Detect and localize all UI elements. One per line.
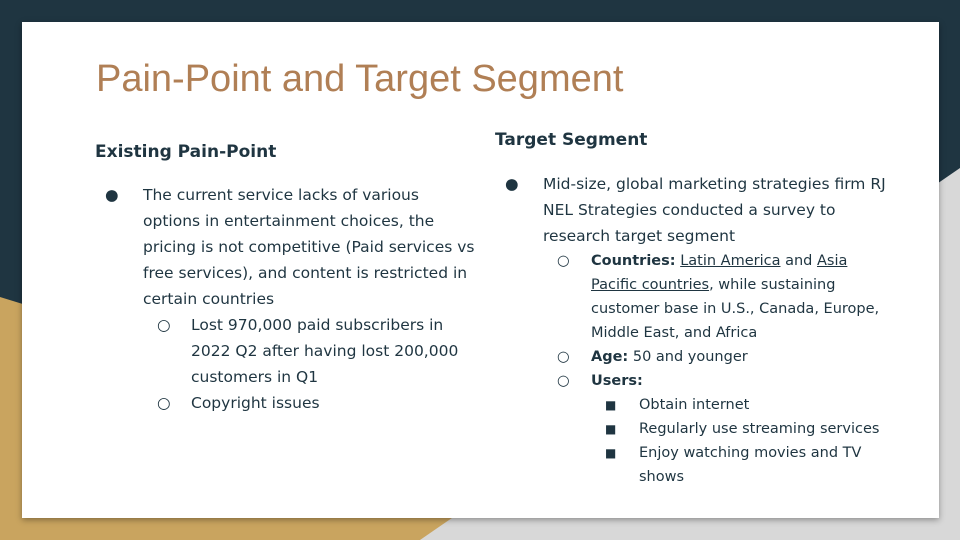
bullet-icon: ● bbox=[505, 175, 519, 193]
bullet-square-icon: ■ bbox=[605, 446, 617, 460]
latin-america-link[interactable]: Latin America bbox=[680, 253, 781, 269]
list-item bbox=[505, 417, 895, 441]
survey-text: Mid-size, global marketing strategies firm RJ NEL Strategies conducted a survey to research target segment bbox=[543, 175, 886, 245]
users-label: Users: bbox=[591, 373, 643, 389]
users-item-streaming: Regularly use streaming services bbox=[639, 421, 880, 437]
list-item bbox=[505, 249, 895, 345]
asia-pacific-link[interactable]: Asia Pacific countries bbox=[591, 253, 848, 293]
bullet-circle-icon: ○ bbox=[157, 394, 171, 412]
list-item bbox=[505, 369, 895, 393]
list-item bbox=[505, 345, 895, 369]
pain-point-heading: Existing Pain-Point bbox=[95, 142, 277, 162]
countries-rest: , while sustaining customer base in U.S., Canada, Europe, Middle East, and Africa bbox=[591, 277, 880, 341]
list-item bbox=[505, 171, 895, 249]
bullet-circle-icon: ○ bbox=[157, 316, 171, 334]
bullet-circle-icon: ○ bbox=[557, 373, 570, 389]
age-label: Age: bbox=[591, 349, 629, 365]
bullet-square-icon: ■ bbox=[605, 398, 617, 412]
countries-label: Countries: bbox=[591, 253, 676, 269]
pain-point-text: The current service lacks of various options in entertainment choices, the pricing is not competitive (Paid services vs free services), and content is restricted in certain countries bbox=[143, 186, 475, 308]
pain-point-list bbox=[105, 182, 475, 416]
bullet-square-icon: ■ bbox=[605, 422, 617, 436]
list-item bbox=[105, 390, 475, 416]
countries-and: and bbox=[785, 253, 813, 269]
list-item bbox=[505, 441, 895, 489]
bullet-circle-icon: ○ bbox=[557, 253, 570, 269]
list-item bbox=[105, 182, 475, 312]
target-segment-heading: Target Segment bbox=[495, 130, 648, 150]
users-item-movies: Enjoy watching movies and TV shows bbox=[639, 445, 862, 485]
slide-title: Pain-Point and Target Segment bbox=[96, 58, 624, 100]
slide-canvas bbox=[22, 22, 939, 518]
subscriber-loss-text: Lost 970,000 paid subscribers in 2022 Q2 after having lost 200,000 customers in Q1 bbox=[191, 316, 459, 386]
copyright-text: Copyright issues bbox=[191, 394, 320, 412]
age-value: 50 and younger bbox=[632, 349, 748, 365]
bullet-circle-icon: ○ bbox=[557, 349, 570, 365]
bullet-icon: ● bbox=[105, 186, 119, 204]
list-item bbox=[505, 393, 895, 417]
users-item-internet: Obtain internet bbox=[639, 397, 750, 413]
target-segment-list bbox=[505, 171, 895, 489]
list-item bbox=[105, 312, 475, 390]
